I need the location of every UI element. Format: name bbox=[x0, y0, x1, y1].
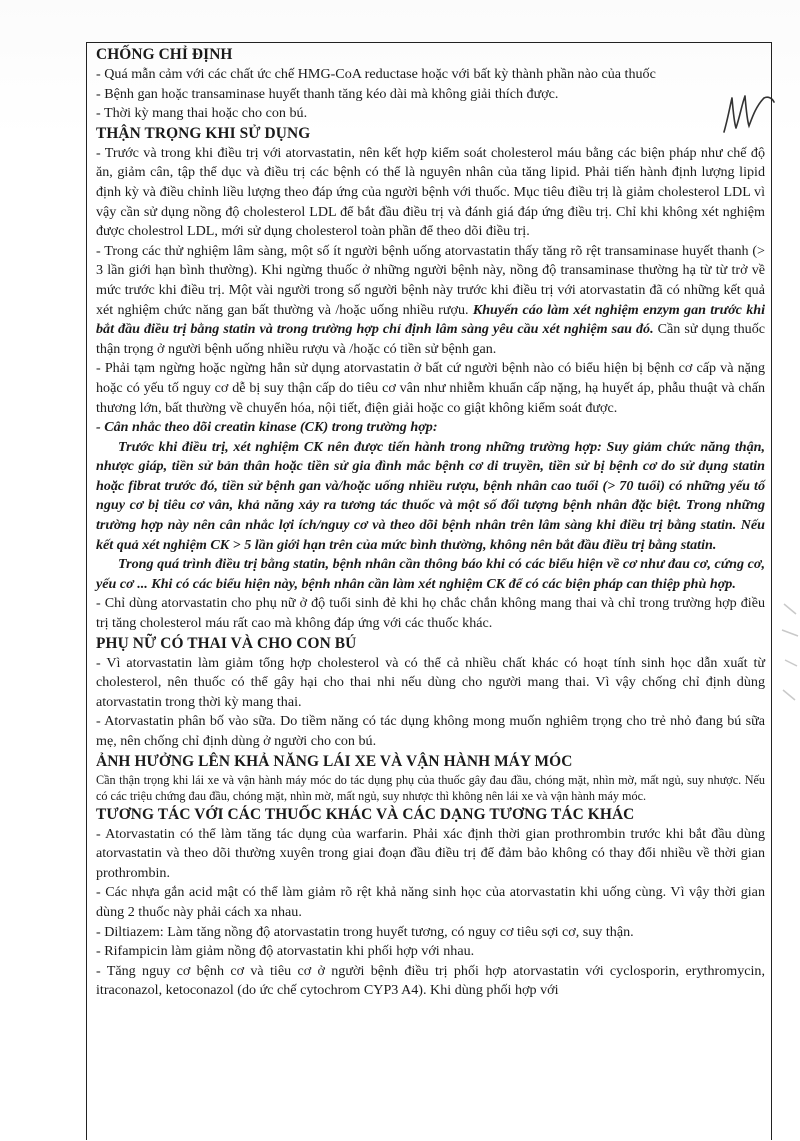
list-item: - Các nhựa gắn acid mật có thể làm giảm rõ rệt khả năng sinh học của atorvastatin khi uống cùng. Vì vậy thời gian dùng 2 thuốc này phải cách xa nhau. bbox=[96, 884, 765, 920]
ck-paragraph: Trong quá trình điều trị bằng statin, bệnh nhân cần thông báo khi có các biểu hiện về cơ như đau cơ, cứng cơ, yếu cơ ... Khi có các biểu hiện này, bệnh nhân cần làm xét nghiệm CK để có các biện pháp can thiệp phù hợp. bbox=[96, 556, 765, 592]
paragraph: - Atorvastatin phân bố vào sữa. Do tiềm năng có tác dụng không mong muốn nghiêm trọng cho trẻ nhỏ đang bú sữa mẹ, nên chống chỉ định dùng ở người cho con bú. bbox=[96, 713, 765, 749]
paragraph-text: - Trong các thử nghiệm lâm sàng, một số ít người bệnh uống atorvastatin thấy tăng rõ rệt transaminase huyết thanh (> 3 lần giới hạn bình thường). Khi ngừng thuốc ở những người bệnh này, nồng độ transaminase thường hạ từ từ trở về mức trước khi điều trị. Một vài người trong số người bệnh này trước khi điều trị với atorvastatin đã có những kết quả xét nghiệm chức năng gan bất thường và /hoặc uống nhiều rượu. bbox=[96, 242, 765, 318]
paragraph bbox=[96, 242, 765, 360]
section-heading: TƯƠNG TÁC VỚI CÁC THUỐC KHÁC VÀ CÁC DẠNG TƯƠNG TÁC KHÁC bbox=[96, 805, 635, 823]
list-item: - Tăng nguy cơ bệnh cơ và tiêu cơ ở người bệnh điều trị phối hợp atorvastatin với cyclosporin, erythromycin, itraconazol, ketoconazol (do ức chế cytochrom CYP3 A4). Khi dùng phối hợp với bbox=[96, 962, 765, 999]
paragraph: Cần thận trọng khi lái xe và vận hành máy móc do tác dụng phụ của thuốc gây đau đầu, chóng mặt, nhìn mờ, mất ngủ, suy nhược. Nếu có các triệu chứng đau đầu, chóng mặt, nhìn mờ, mất ngủ, suy nhược thì không nên lái xe và vận hành máy móc. bbox=[96, 772, 765, 804]
paragraph-text: Cần sử dụng thuốc thận trọng ở người bệnh uống nhiều rượu và /hoặc có tiền sử bệnh gan. bbox=[96, 321, 765, 357]
scan-artifact bbox=[780, 600, 800, 710]
section-interactions bbox=[96, 805, 765, 1001]
ck-monitoring-block bbox=[96, 418, 765, 594]
ck-title: - Cân nhắc theo dõi creatin kinase (CK) trong trường hợp: bbox=[96, 419, 438, 436]
list-item: - Rifampicin làm giảm nồng độ atorvastatin khi phối hợp với nhau. bbox=[96, 943, 475, 960]
section-precautions bbox=[96, 124, 765, 634]
list-item: - Thời kỳ mang thai hoặc cho con bú. bbox=[96, 105, 308, 122]
section-heading: THẬN TRỌNG KHI SỬ DỤNG bbox=[96, 124, 311, 142]
list-item: - Diltiazem: Làm tăng nồng độ atorvastatin trong huyết tương, có nguy cơ tiêu sợi cơ, suy thận. bbox=[96, 923, 634, 940]
list-item: - Atorvastatin có thể làm tăng tác dụng của warfarin. Phải xác định thời gian prothrombin trước khi bắt đầu dùng atorvastatin và theo dõi thường xuyên trong giai đoạn đầu điều trị để đảm bảo không có thay đổi nhiều về thời gian prothrombin. bbox=[96, 825, 765, 881]
ck-paragraph: Trước khi điều trị, xét nghiệm CK nên được tiến hành trong những trường hợp: Suy giảm chức năng thận, nhược giáp, tiền sử bản thân hoặc tiền sử gia đình mắc bệnh cơ di truyền, tiền sử bị bệnh cơ do sử dụng statin hoặc fibrat trước đó, tiền sử bệnh gan và/hoặc uống nhiều rượu, bệnh nhân cao tuổi (> 70 tuổi) có những yếu tố nguy cơ bị tiêu cơ vân, khả năng xảy ra tương tác thuốc và một số đối tượng bệnh nhân đặc biệt. Trong những trường hợp này nên cân nhắc lợi ích/nguy cơ và theo dõi bệnh nhân trên lâm sàng khi điều trị bằng statin. Nếu kết quả xét nghiệm CK > 5 lần giới hạn trên của mức bình thường, không nên bắt đầu điều trị bằng statin. bbox=[96, 438, 765, 553]
paragraph: - Trước và trong khi điều trị với atorvastatin, nên kết hợp kiểm soát cholesterol máu bằng các biện pháp như chế độ ăn, giảm cân, tập thể dục và điều trị các bệnh có thể là nguyên nhân của tăng lipid. Phải tiến hành định lượng lipid định kỳ và điều chỉnh liều lượng theo đáp ứng của người bệnh với thuốc. Mục tiêu điều trị là giảm cholesterol LDL vì vậy cần sử dụng nồng độ cholesterol LDL để bắt đầu điều trị và đánh giá đáp ứng điều trị. Chỉ khi không xét nghiệm được cholestrol LDL, mới sử dụng cholesterol toàn phần để theo dõi điều trị. bbox=[96, 144, 765, 240]
section-heading: ẢNH HƯỞNG LÊN KHẢ NĂNG LÁI XE VÀ VẬN HÀNH MÁY MÓC bbox=[96, 752, 573, 770]
paragraph: - Chỉ dùng atorvastatin cho phụ nữ ở độ tuổi sinh đẻ khi họ chắc chắn không mang thai và chỉ trong trường hợp điều trị tăng cholesterol máu rất cao mà không đáp ứng với các thuốc khác. bbox=[96, 595, 765, 632]
recommendation-text: Khuyến cáo làm xét nghiệm enzym gan trước khi bắt đầu điều trị bằng statin và trong trường hợp chỉ định lâm sàng yêu cầu xét nghiệm sau đó. bbox=[96, 301, 765, 338]
small-text-block bbox=[96, 772, 765, 805]
section-heading: PHỤ NỮ CÓ THAI VÀ CHO CON BÚ bbox=[96, 634, 357, 652]
document-frame bbox=[86, 42, 772, 1140]
list-item: - Bệnh gan hoặc transaminase huyết thanh tăng kéo dài mà không giải thích được. bbox=[96, 85, 559, 102]
paragraph: - Vì atorvastatin làm giảm tổng hợp cholesterol và có thể cả nhiều chất khác có hoạt tính sinh học dẫn xuất từ cholesterol, nên thuốc có thể gây hại cho thai nhi nếu dùng cho người mang thai. Vì vậy chống chỉ định dùng atorvastatin trong thời kỳ mang thai. bbox=[96, 654, 765, 710]
list-item: - Quá mẫn cảm với các chất ức chế HMG-CoA reductase hoặc với bất kỳ thành phần nào của thuốc bbox=[96, 66, 656, 82]
section-pregnancy bbox=[96, 634, 765, 752]
paragraph: - Phải tạm ngừng hoặc ngừng hẳn sử dụng atorvastatin ở bất cứ người bệnh nào có biểu hiện bị bệnh cơ cấp và nặng hoặc có yếu tố nguy cơ dễ bị suy thận cấp do tiêu cơ vân như nhiễm khuẩn cấp nặng, hạ huyết áp, phẫu thuật và chấn thương lớn, bất thường về chuyển hóa, nội tiết, điện giải hoặc co giật không kiểm soát được. bbox=[96, 360, 765, 416]
section-contraindications bbox=[96, 45, 765, 124]
section-driving bbox=[96, 752, 765, 805]
section-heading: CHỐNG CHỈ ĐỊNH bbox=[96, 46, 233, 63]
